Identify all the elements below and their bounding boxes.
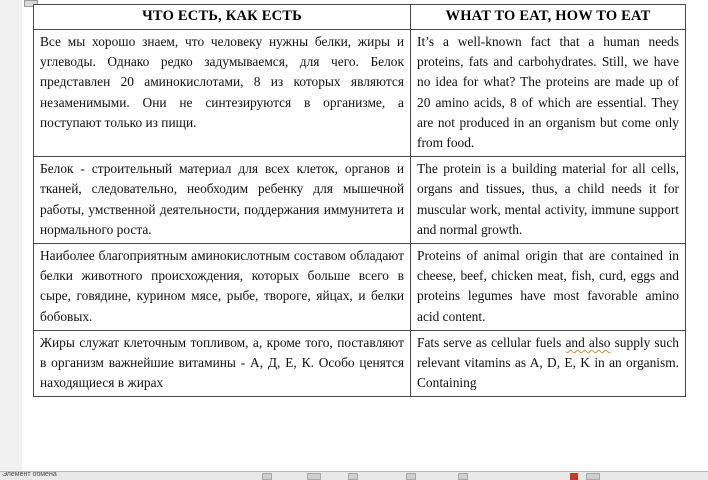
cell-english[interactable] [411,330,686,397]
taskbar[interactable] [0,471,708,480]
cell-english[interactable] [411,244,686,331]
taskbar-start-label[interactable]: Элемент обмена [2,471,57,478]
taskbar-icon-b[interactable] [307,473,321,480]
table-header-row [34,5,686,30]
paragraph-english-text-pre: Fats serve as cellular fuels [417,334,566,350]
taskbar-icon-c[interactable] [348,473,358,480]
taskbar-icon-e[interactable] [458,473,468,480]
cell-russian[interactable] [34,157,411,244]
table-row [34,244,686,331]
bilingual-content-table [33,4,686,397]
paragraph-english [417,246,679,327]
taskbar-icon-f[interactable] [586,473,600,480]
paragraph-english-text-post: supply such relevant vitamins as A, D, E, K in an organism. Containing [417,334,679,391]
paragraph-english-text: The protein is a building material for all cells, organs and tissues, thus, a child needs it for muscular work, mental activity, immune support and normal growth. [417,161,679,237]
cell-russian[interactable] [34,30,411,157]
paragraph-english [417,159,679,240]
table-row [34,330,686,397]
paragraph-english-text: Proteins of animal origin that are contained in cheese, beef, chicken meat, fish, curd, eggs and proteins legumes have most favorable amino acid content. [417,248,679,324]
cell-english[interactable] [411,30,686,157]
cell-russian[interactable] [34,244,411,331]
paragraph-english [417,333,679,394]
paragraph-english-text: It’s a well-known fact that a human needs proteins, fats and carbohydrates. Still, we have no idea for what? The proteins are made up of 20 amino acids, 8 of which are essential. They are not produced in an organism but come only from food. [417,34,679,151]
paragraph-russian: Наиболее благоприятным аминокислотным составом обладают белки животного происхождения, которых больше всего в сыре, говядине, курином мясе, рыбе, твороге, яйцах, и белки бобовых. [40,248,404,324]
paragraph-english [417,32,679,153]
table-row [34,30,686,157]
page-left-gutter [0,0,22,472]
paragraph-russian: Все мы хорошо знаем, что человеку нужны белки, жиры и углеводы. Однако редко задумываемся, для чего. Белок представлен 20 аминокислотами, 8 из которых являются незаменимыми. Они не синтезируются в организме, а поступают только из пищи. [40,34,404,130]
taskbar-icon-a[interactable] [262,473,272,480]
taskbar-icon-d[interactable] [406,473,416,480]
table-header-russian: ЧТО ЕСТЬ, КАК ЕСТЬ [34,5,411,30]
grammar-error-phrase[interactable]: and also [565,334,611,350]
cell-russian[interactable] [34,330,411,397]
paragraph-russian: Жиры служат клеточным топливом, а, кроме того, поставляют в организм важнейшие витамины - А, Д, Е, К. Особо ценятся находящиеся в жирах [40,334,404,391]
table-row [34,157,686,244]
table-header-english: WHAT TO EAT, HOW TO EAT [411,5,686,30]
cell-english[interactable] [411,157,686,244]
paragraph-russian: Белок - строительный материал для всех клеток, органов и тканей, следовательно, необходим ребенку для мышечной работы, умственной деятельности, поддержания иммунитета и нормального роста. [40,161,404,237]
taskbar-notification-badge[interactable] [570,473,578,480]
